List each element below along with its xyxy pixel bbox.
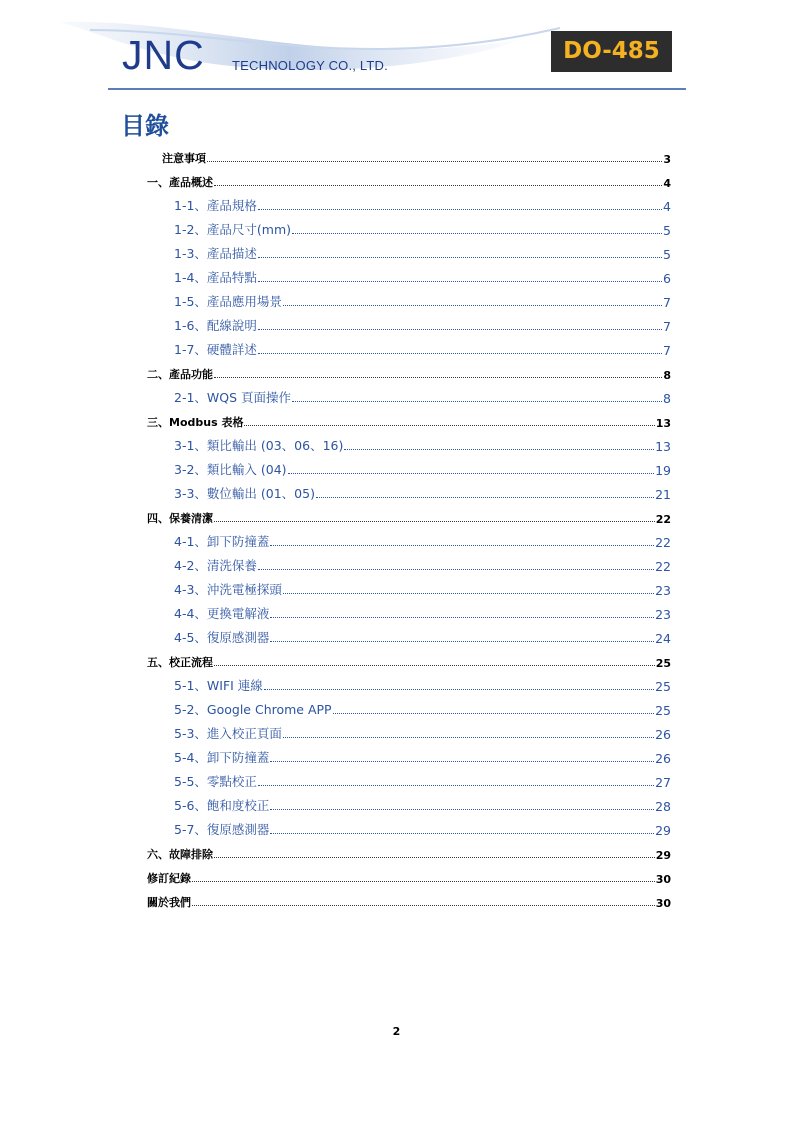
toc-leader-dots [214,377,662,378]
toc-entry[interactable] [174,674,671,694]
company-name: TECHNOLOGY CO., LTD. [232,58,388,73]
toc-leader-dots [214,185,662,186]
toc-entry-page: 26 [655,751,671,766]
toc-leader-dots [283,737,654,738]
company-logo-jnc: JNC [122,32,205,78]
toc-leader-dots [316,497,654,498]
toc-entry-page: 4 [663,199,671,214]
toc-leader-dots [270,641,654,642]
toc-leader-dots [292,401,662,402]
toc-leader-dots [283,305,662,306]
toc-entry-label: 1-6、配線說明 [174,318,257,333]
toc-leader-dots [207,161,662,162]
toc-entry-label: 5-7、復原感測器 [174,822,270,837]
toc-entry[interactable] [147,506,671,526]
toc-entry[interactable] [174,554,671,574]
toc-entry-page: 22 [655,559,671,574]
toc-title: 目錄 [121,112,169,140]
toc-leader-dots [270,545,654,546]
toc-entry-label: 3-1、類比輸出 (03、06、16) [174,438,344,453]
toc-leader-dots [270,833,654,834]
toc-entry-page: 25 [655,679,671,694]
toc-entry[interactable] [147,842,671,862]
toc-entry[interactable] [174,314,671,334]
toc-entry-label: 1-7、硬體詳述 [174,342,257,357]
toc-entry-label: 4-3、沖洗電極探頭 [174,582,282,597]
toc-entry-label: 5-5、零點校正 [174,774,257,789]
toc-entry-page: 22 [655,535,671,550]
toc-entry[interactable] [174,434,671,454]
toc-entry-label: 5-3、進入校正頁面 [174,726,282,741]
toc-entry[interactable] [174,626,671,646]
toc-entry-label: 一、產品概述 [147,176,213,189]
toc-entry[interactable] [147,170,671,190]
toc-entry-label: 二、產品功能 [147,368,213,381]
toc-entry-page: 29 [655,823,671,838]
toc-entry[interactable] [174,194,671,214]
toc-entry[interactable] [162,146,671,166]
toc-entry-page: 23 [655,583,671,598]
toc-entry-page: 29 [655,849,671,862]
toc-leader-dots [258,569,654,570]
toc-entry-page: 13 [655,417,671,430]
toc-entry-page: 7 [663,319,671,334]
toc-entry-label: 1-5、產品應用場景 [174,294,282,309]
toc-entry-page: 3 [663,153,671,166]
toc-leader-dots [214,665,655,666]
toc-entry-page: 30 [655,873,671,886]
toc-entry[interactable] [147,890,671,910]
toc-entry[interactable] [147,362,671,382]
toc-entry-label: 5-1、WIFI 連線 [174,678,263,693]
toc-leader-dots [258,281,662,282]
toc-entry[interactable] [174,386,671,406]
toc-entry[interactable] [174,722,671,742]
toc-leader-dots [244,425,654,426]
toc-entry-page: 6 [663,271,671,286]
toc-leader-dots [292,233,662,234]
toc-entry-label: 4-5、復原感測器 [174,630,270,645]
toc-entry-page: 26 [655,727,671,742]
toc-leader-dots [264,689,654,690]
toc-entry-page: 4 [663,177,671,190]
toc-entry-label: 五、校正流程 [147,656,213,669]
toc-entry-label: 5-6、飽和度校正 [174,798,270,813]
toc-entry-label: 注意事項 [162,152,206,165]
toc-entry[interactable] [174,602,671,622]
toc-entry-label: 3-3、數位輸出 (01、05) [174,486,315,501]
toc-entry-label: 1-1、產品規格 [174,198,257,213]
toc-entry-page: 7 [663,343,671,358]
toc-entry-label: 1-4、產品特點 [174,270,257,285]
toc-leader-dots [258,329,662,330]
toc-leader-dots [288,473,655,474]
toc-entry-label: 四、保養清潔 [147,512,213,525]
model-badge: DO-485 [551,31,672,72]
toc-entry-label: 六、故障排除 [147,848,213,861]
toc-entry-page: 7 [663,295,671,310]
toc-entry-page: 25 [655,657,671,670]
toc-leader-dots [192,905,655,906]
toc-leader-dots [258,353,662,354]
toc-entry-label: 1-2、產品尺寸(mm) [174,222,292,237]
toc-entry-page: 24 [655,631,671,646]
toc-leader-dots [214,521,655,522]
toc-leader-dots [192,881,655,882]
toc-leader-dots [258,209,662,210]
toc-entry-page: 25 [655,703,671,718]
toc-entry-label: 2-1、WQS 頁面操作 [174,390,292,405]
toc-entry[interactable] [174,482,671,502]
toc-entry[interactable] [147,410,671,430]
toc-entry-page: 8 [663,391,671,406]
toc-entry[interactable] [147,866,671,886]
toc-entry[interactable] [174,746,671,766]
toc-entry[interactable] [174,578,671,598]
toc-entry[interactable] [174,530,671,550]
toc-entry[interactable] [174,338,671,358]
toc-entry-page: 19 [655,463,671,478]
toc-leader-dots [333,713,654,714]
toc-entry-page: 22 [655,513,671,526]
toc-entry-label: 修訂紀錄 [147,872,191,885]
toc-entry-label: 關於我們 [147,896,191,909]
page-number: 2 [392,1025,401,1038]
toc-entry-label: 5-2、Google Chrome APP [174,702,332,717]
header-swoosh-graphic [0,0,793,110]
toc-leader-dots [214,857,655,858]
toc-entry[interactable] [174,242,671,262]
toc-leader-dots [344,449,654,450]
toc-leader-dots [270,761,654,762]
toc-entry-label: 4-1、卸下防撞蓋 [174,534,270,549]
toc-entry[interactable] [174,794,671,814]
toc-entry[interactable] [147,650,671,670]
toc-entry-page: 28 [655,799,671,814]
toc-entry[interactable] [174,770,671,790]
toc-entry-label: 4-4、更換電解液 [174,606,270,621]
header-divider [108,88,686,90]
toc-entry-page: 23 [655,607,671,622]
toc-entry[interactable] [174,290,671,310]
toc-entry-page: 8 [663,369,671,382]
toc-entry-page: 30 [655,897,671,910]
toc-leader-dots [270,809,654,810]
toc-leader-dots [258,785,654,786]
toc-entry-page: 21 [655,487,671,502]
toc-entry[interactable] [174,218,671,238]
toc-entry-page: 5 [663,223,671,238]
toc-leader-dots [283,593,654,594]
toc-entry[interactable] [174,818,671,838]
toc-entry-page: 27 [655,775,671,790]
toc-entry-label: 三、Modbus 表格 [147,416,244,429]
toc-entry-label: 3-2、類比輸入 (04) [174,462,287,477]
toc-entry[interactable] [174,698,671,718]
toc-leader-dots [258,257,662,258]
toc-entry-label: 1-3、產品描述 [174,246,257,261]
toc-entry-page: 13 [655,439,671,454]
toc-entry[interactable] [174,266,671,286]
toc-entry[interactable] [174,458,671,478]
toc-entry-label: 5-4、卸下防撞蓋 [174,750,270,765]
toc-entry-label: 4-2、清洗保養 [174,558,257,573]
toc-entry-page: 5 [663,247,671,262]
toc-leader-dots [270,617,654,618]
